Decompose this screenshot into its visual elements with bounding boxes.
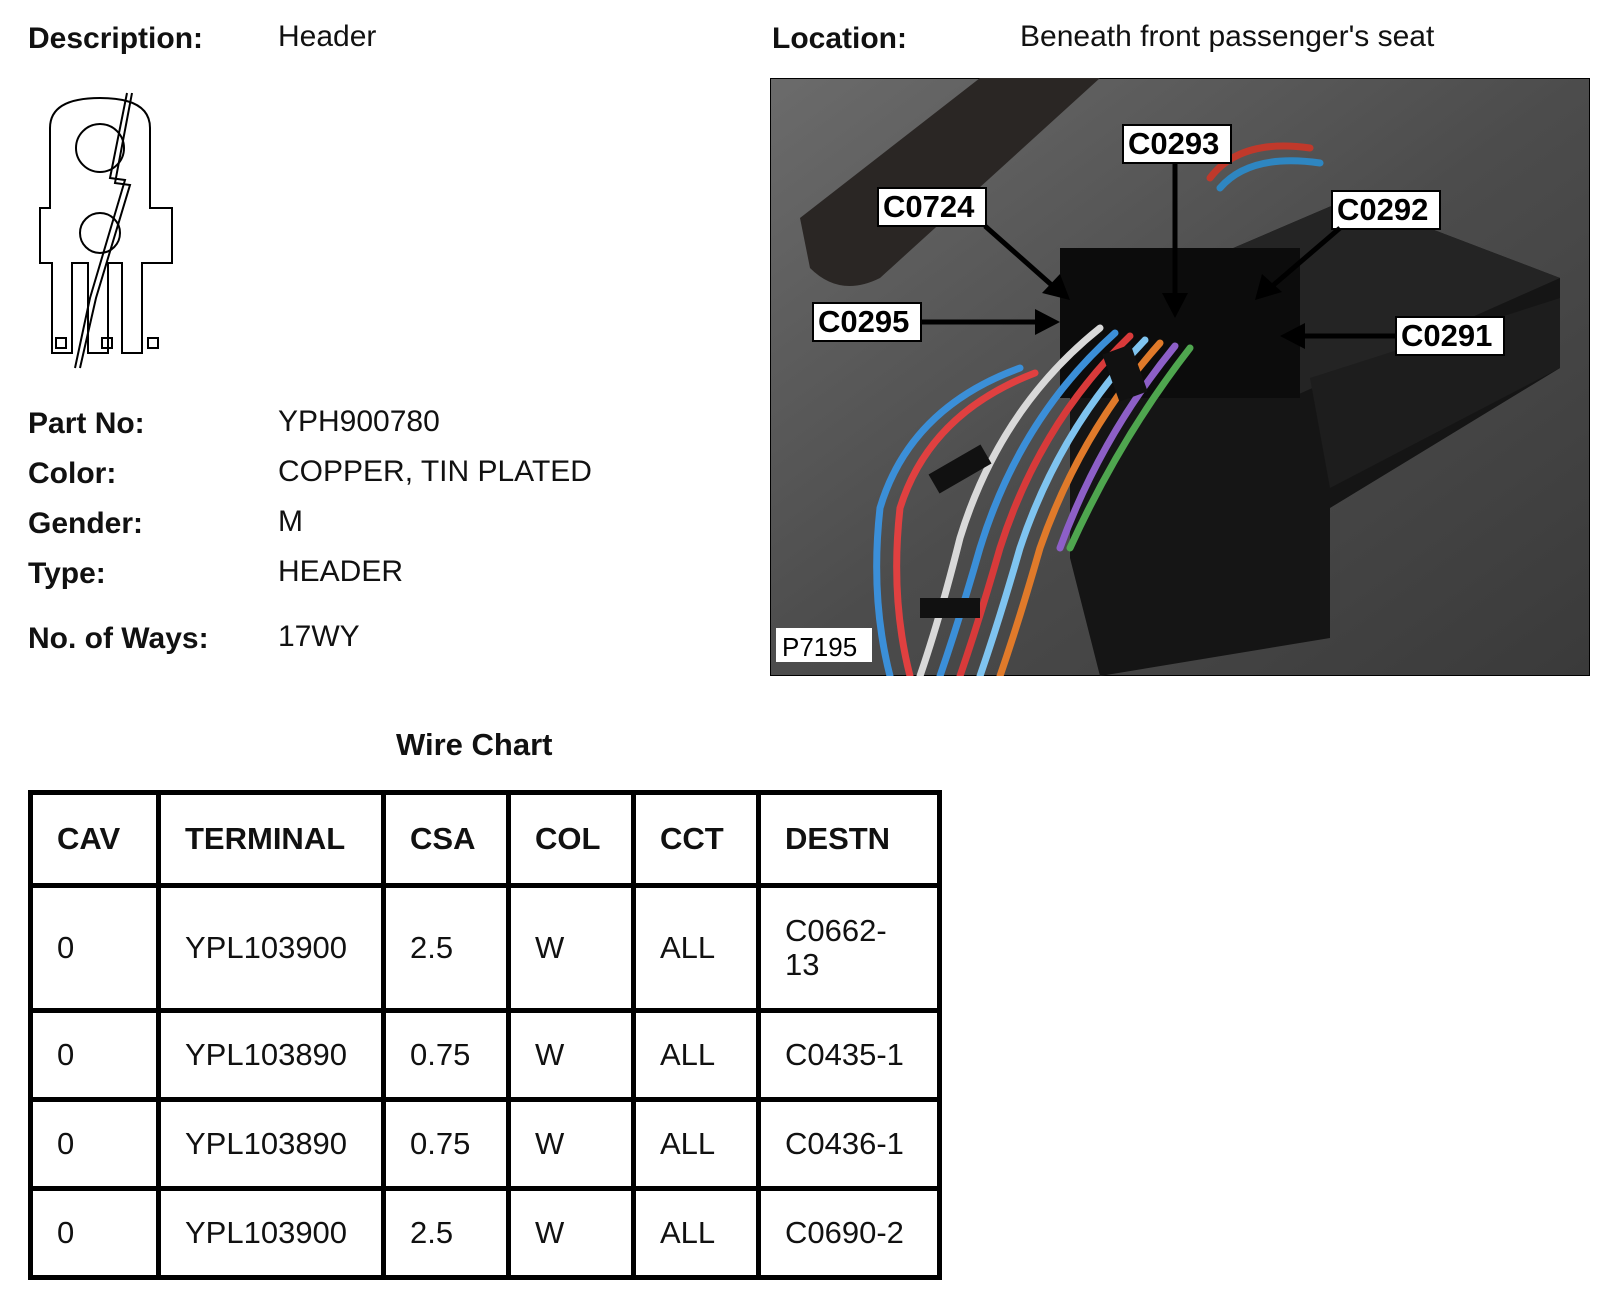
header-cav: CAV xyxy=(31,793,159,886)
header-destn: DESTN xyxy=(759,793,940,886)
cell-cav: 0 xyxy=(31,1100,159,1189)
cell-terminal: YPL103890 xyxy=(159,1011,384,1100)
wire-chart-table xyxy=(28,790,942,1280)
connector-drawing xyxy=(30,88,190,378)
cell-cct: ALL xyxy=(634,1011,759,1100)
cell-csa: 2.5 xyxy=(384,886,509,1011)
gender-label: Gender: xyxy=(28,507,144,540)
cell-terminal: YPL103900 xyxy=(159,1189,384,1278)
ways-label: No. of Ways: xyxy=(28,622,209,655)
cell-cav: 0 xyxy=(31,1189,159,1278)
description-label: Description: xyxy=(28,22,204,55)
cell-cct: ALL xyxy=(634,1189,759,1278)
wire-chart-title: Wire Chart xyxy=(396,727,553,762)
header-col: COL xyxy=(509,793,634,886)
ways-value: 17WY xyxy=(278,620,360,653)
cell-cav: 0 xyxy=(31,886,159,1011)
cell-destn: C0690-2 xyxy=(759,1189,940,1278)
cell-csa: 0.75 xyxy=(384,1011,509,1100)
location-value: Beneath front passenger's seat xyxy=(1020,20,1435,53)
cell-cct: ALL xyxy=(634,886,759,1011)
table-row xyxy=(31,1100,940,1189)
header-csa: CSA xyxy=(384,793,509,886)
table-row xyxy=(31,1189,940,1278)
header-terminal: TERMINAL xyxy=(159,793,384,886)
table-row xyxy=(31,886,940,1011)
svg-text:C0292: C0292 xyxy=(1337,192,1429,227)
svg-text:C0295: C0295 xyxy=(818,304,910,339)
table-row xyxy=(31,1011,940,1100)
cell-cav: 0 xyxy=(31,1011,159,1100)
type-label: Type: xyxy=(28,557,106,590)
cell-col: W xyxy=(509,1100,634,1189)
gender-value: M xyxy=(278,505,303,538)
cell-col: W xyxy=(509,1011,634,1100)
cell-csa: 2.5 xyxy=(384,1189,509,1278)
cell-destn-text: C0662-13 xyxy=(785,913,887,982)
cell-destn: C0435-1 xyxy=(759,1011,940,1100)
type-value: HEADER xyxy=(278,555,404,588)
cell-csa: 0.75 xyxy=(384,1100,509,1189)
svg-text:P7195: P7195 xyxy=(782,632,858,662)
location-photo xyxy=(770,78,1590,676)
svg-text:C0724: C0724 xyxy=(883,189,975,224)
svg-text:C0291: C0291 xyxy=(1401,318,1493,353)
cell-destn: C0436-1 xyxy=(759,1100,940,1189)
cell-col: W xyxy=(509,886,634,1011)
photo-ref-label xyxy=(776,628,872,662)
cell-terminal: YPL103890 xyxy=(159,1100,384,1189)
table-header-row xyxy=(31,793,940,886)
description-value: Header xyxy=(278,20,377,53)
location-label: Location: xyxy=(772,22,907,55)
color-value: COPPER, TIN PLATED xyxy=(278,455,592,488)
cell-terminal: YPL103900 xyxy=(159,886,384,1011)
part-no-value: YPH900780 xyxy=(278,405,440,438)
cell-destn xyxy=(759,886,940,1011)
color-label: Color: xyxy=(28,457,117,490)
cell-col: W xyxy=(509,1189,634,1278)
header-cct: CCT xyxy=(634,793,759,886)
svg-text:C0293: C0293 xyxy=(1128,126,1220,161)
part-no-label: Part No: xyxy=(28,407,145,440)
cell-cct: ALL xyxy=(634,1100,759,1189)
